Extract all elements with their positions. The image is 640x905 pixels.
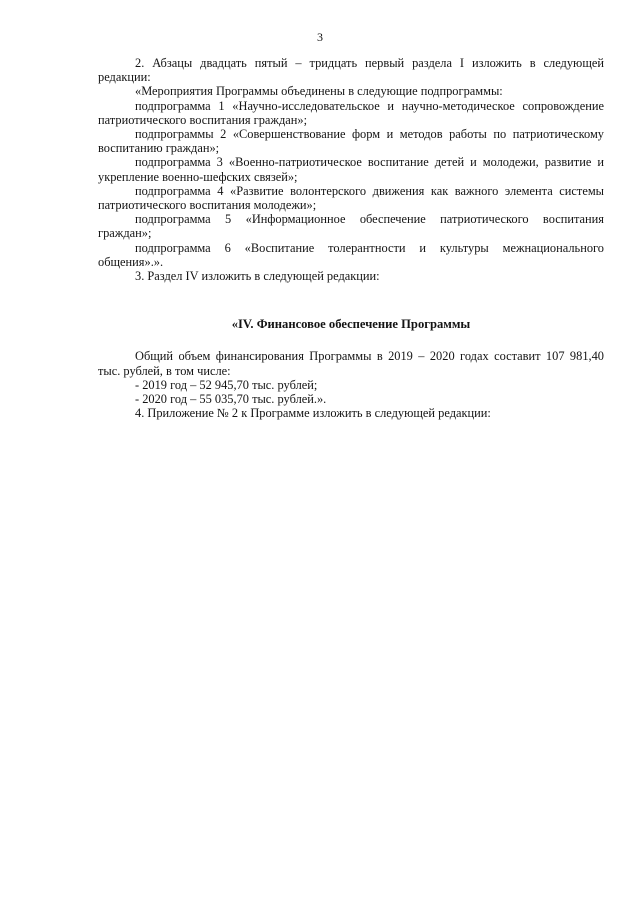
paragraph-total-financing: Общий объем финансирования Программы в 2019 – 2020 годах составит 107 981,40 тыс. рублей, в том числе: (98, 349, 604, 378)
document-body (98, 56, 604, 420)
paragraph-item-4: 4. Приложение № 2 к Программе изложить в следующей редакции: (135, 406, 491, 421)
paragraph-subprograms-intro: «Мероприятия Программы объединены в следующие подпрограммы: (135, 84, 503, 99)
paragraph-subprogram-2: подпрограммы 2 «Совершенствование форм и методов работы по патриотическому воспитанию граждан»; (98, 127, 604, 156)
section-heading: «IV. Финансовое обеспечение Программы (231, 317, 471, 332)
paragraph-subprogram-6: подпрограмма 6 «Воспитание толерантности и культуры межнационального общения».». (98, 240, 604, 269)
paragraph-financing-2020: - 2020 год – 55 035,70 тыс. рублей.». (135, 392, 327, 407)
paragraph-subprogram-3: подпрограмма 3 «Военно-патриотическое воспитание детей и молодежи, развитие и укрепление военно-шефских связей»; (98, 155, 604, 184)
paragraph-item-2-intro: 2. Абзацы двадцать пятый – тридцать первый раздела I изложить в следующей редакции: (98, 56, 604, 85)
paragraph-financing-2019: - 2019 год – 52 945,70 тыс. рублей; (135, 377, 318, 392)
paragraph-subprogram-1: подпрограмма 1 «Научно-исследовательское и научно-методическое сопровождение патриотического воспитания граждан»; (98, 98, 604, 127)
paragraph-subprogram-5: подпрограмма 5 «Информационное обеспечение патриотического воспитания граждан»; (98, 212, 604, 241)
paragraph-subprogram-4: подпрограмма 4 «Развитие волонтерского движения как важного элемента системы патриотического воспитания молодежи»; (98, 183, 604, 213)
paragraph-item-3: 3. Раздел IV изложить в следующей редакции: (135, 269, 380, 284)
page-number: 3 (317, 30, 323, 44)
